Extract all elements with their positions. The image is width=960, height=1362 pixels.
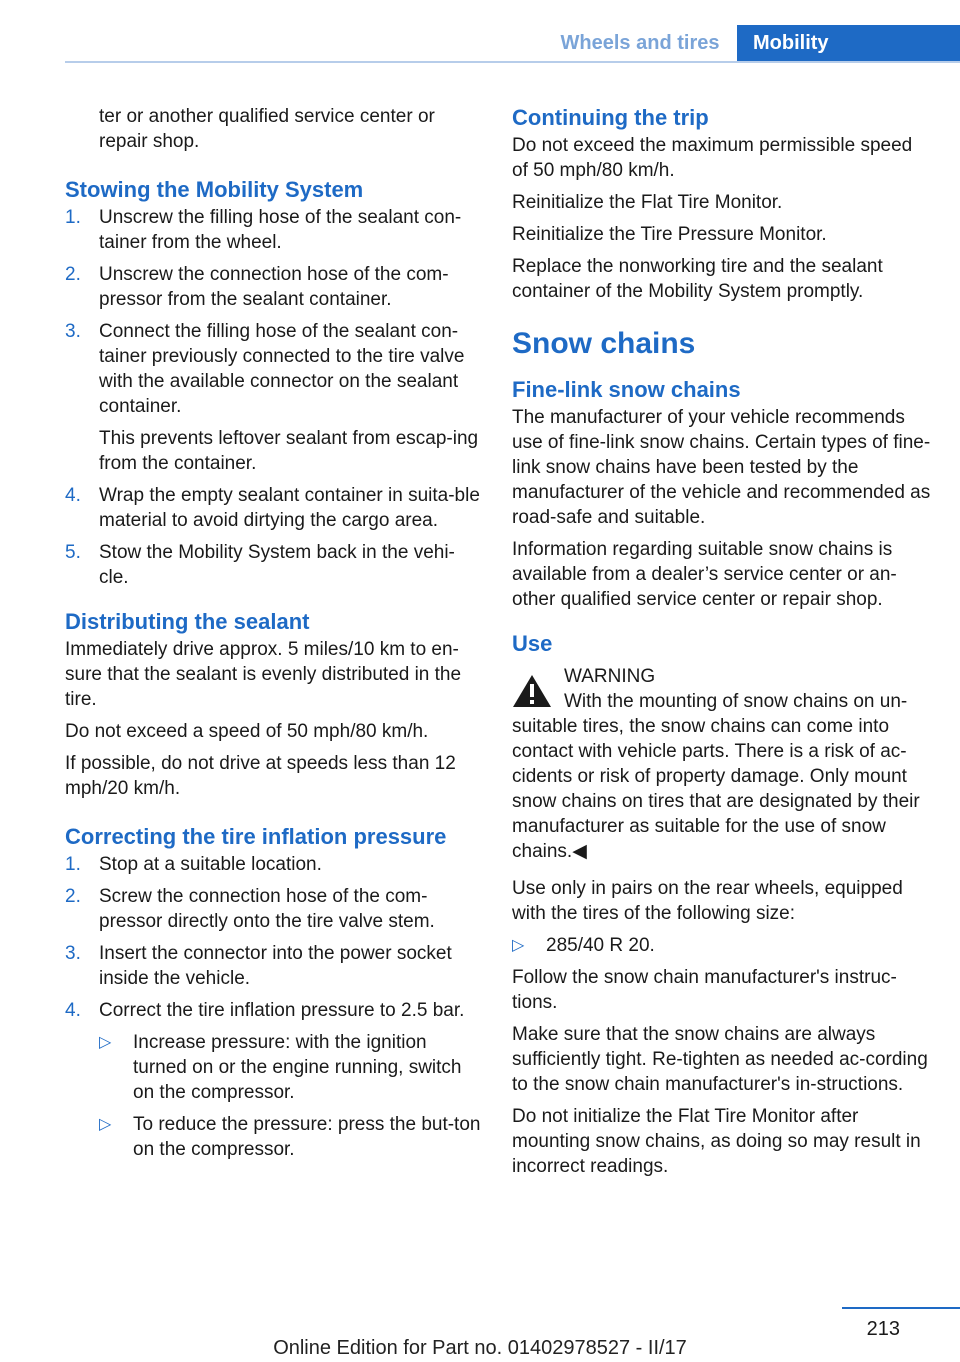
list-item — [65, 205, 483, 255]
step-text: Unscrew the connection hose of the com‐pressor from the sealant container. — [99, 264, 449, 310]
list-item — [65, 319, 483, 476]
paragraph: Reinitialize the Tire Pressure Monitor. — [512, 224, 827, 245]
correcting-heading: Correcting the tire inflation pressure — [65, 824, 447, 849]
warning-first-line: With the mounting of snow chains on un‐ — [564, 691, 908, 712]
bullet-triangle-icon: ▷ — [99, 1034, 112, 1051]
step-number: 3. — [65, 321, 81, 342]
list-item — [99, 1030, 483, 1105]
step-number: 5. — [65, 542, 81, 563]
list-item — [65, 941, 483, 991]
warning-label: WARNING — [564, 666, 656, 687]
step-text: Stop at a suitable location. — [99, 854, 322, 875]
list-item — [99, 1112, 483, 1162]
paragraph: Immediately drive approx. 5 miles/10 km to en‐sure that the sealant is evenly distributed in the tire. — [65, 639, 462, 710]
step-number: 4. — [65, 485, 81, 506]
stowing-heading: Stowing the Mobility System — [65, 177, 364, 202]
fine-link-heading: Fine-link snow chains — [512, 377, 741, 402]
step-text: Wrap the empty sealant container in suita‐ble material to avoid dirtying the cargo area. — [99, 485, 480, 531]
paragraph: Use only in pairs on the rear wheels, equipped with the tires of the following size: — [512, 878, 903, 924]
step-number: 1. — [65, 854, 81, 875]
list-item — [65, 262, 483, 312]
paragraph: Make sure that the snow chains are always sufficiently tight. Re-tighten as needed ac‐cording to the snow chain manufacturer's in‐structions. — [512, 1024, 928, 1095]
paragraph: Do not initialize the Flat Tire Monitor after mounting snow chains, as doing so may result in incorrect readings. — [512, 1106, 921, 1177]
distributing-heading: Distributing the sealant — [65, 609, 310, 634]
bullet-triangle-icon: ▷ — [99, 1116, 112, 1133]
step-text: Unscrew the filling hose of the sealant con‐tainer from the wheel. — [99, 207, 462, 253]
list-item — [65, 483, 483, 533]
warning-text: suitable tires, the snow chains can come into contact with vehicle parts. There is a risk of ac‐cidents or risk of property damage. Only mount snow chains on tires that are designated by their manufacturer as suitable for the use of snow chains.◀ — [512, 716, 920, 862]
step-text: Screw the connection hose of the com‐pressor directly onto the tire valve stem. — [99, 886, 435, 932]
tire-size-list — [512, 933, 932, 958]
right-column — [512, 104, 932, 1186]
step-text: Correct the tire inflation pressure to 2.5 bar. — [99, 1000, 465, 1021]
footer-divider — [842, 1307, 960, 1309]
paragraph: Reinitialize the Flat Tire Monitor. — [512, 192, 783, 213]
snow-chains-title: Snow chains — [512, 327, 696, 360]
step-number: 3. — [65, 943, 81, 964]
step-text: Stow the Mobility System back in the vehi‐cle. — [99, 542, 455, 588]
list-item — [65, 998, 483, 1162]
use-heading: Use — [512, 631, 553, 656]
step-subtext: This prevents leftover sealant from escap‐ing from the container. — [99, 428, 479, 474]
bullet-text: Increase pressure: with the ignition turned on or the engine running, switch on the compressor. — [133, 1032, 462, 1103]
step-number: 1. — [65, 207, 81, 228]
bullet-text: 285/40 R 20. — [546, 935, 655, 956]
list-item — [65, 540, 483, 590]
paragraph: Do not exceed the maximum permissible speed of 50 mph/80 km/h. — [512, 135, 913, 181]
warning-triangle-icon — [512, 674, 552, 708]
step-text: Insert the connector into the power socket inside the vehicle. — [99, 943, 452, 989]
left-column — [65, 104, 483, 1180]
paragraph: Replace the nonworking tire and the sealant container of the Mobility System promptly. — [512, 256, 883, 302]
step-text: Connect the filling hose of the sealant con‐tainer previously connected to the tire valve with the available connector on the sealant container. — [99, 321, 465, 417]
continued-text: ter or another qualified service center or repair shop. — [99, 106, 435, 152]
step-number: 2. — [65, 264, 81, 285]
paragraph: Information regarding suitable snow chains is available from a dealer’s service center or an‐other qualified service center or repair shop. — [512, 539, 897, 610]
chapter-tab: Mobility — [737, 25, 960, 61]
edition-footer: Online Edition for Part no. 01402978527 - II/17 — [273, 1337, 687, 1359]
stowing-steps — [65, 205, 483, 590]
bullet-text: To reduce the pressure: press the but‐ton on the compressor. — [133, 1114, 481, 1160]
step-number: 2. — [65, 886, 81, 907]
paragraph: The manufacturer of your vehicle recommends use of fine-link snow chains. Certain types of fine-link snow chains have been tested by the manufacturer of the vehicle and recommended as road-safe and suitable. — [512, 407, 931, 528]
pressure-options — [99, 1030, 483, 1162]
warning-box — [512, 664, 932, 864]
list-item — [65, 884, 483, 934]
step-number: 4. — [65, 1000, 81, 1021]
continuing-heading: Continuing the trip — [512, 105, 709, 130]
paragraph: Follow the snow chain manufacturer's instruc‐tions. — [512, 967, 897, 1013]
list-item — [65, 852, 483, 877]
list-item — [512, 933, 932, 958]
paragraph: If possible, do not drive at speeds less than 12 mph/20 km/h. — [65, 753, 456, 799]
bullet-triangle-icon: ▷ — [512, 937, 525, 954]
page-number: 213 — [866, 1318, 900, 1340]
paragraph: Do not exceed a speed of 50 mph/80 km/h. — [65, 721, 429, 742]
header-divider — [65, 61, 960, 63]
section-tab: Wheels and tires — [560, 31, 720, 54]
correcting-steps — [65, 852, 483, 1162]
